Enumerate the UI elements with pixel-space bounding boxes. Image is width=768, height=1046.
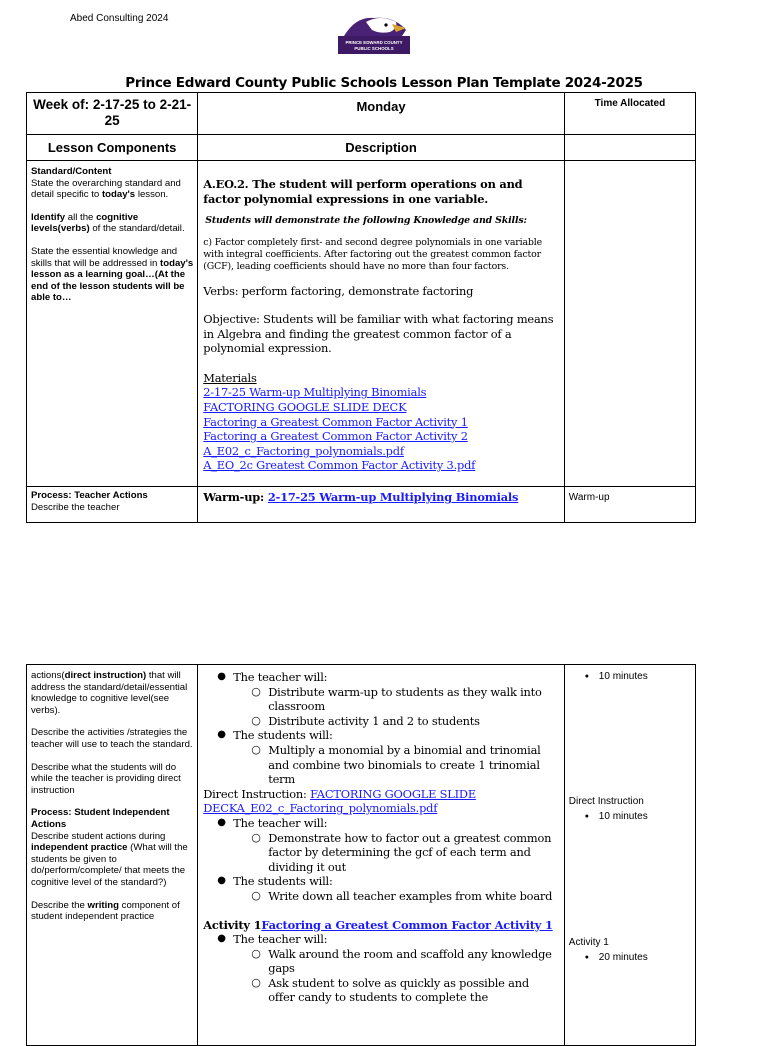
list-item: ● The teacher will: [198, 816, 559, 831]
list-item: ● The teacher will: [198, 670, 559, 685]
svg-text:PRINCE EDWARD COUNTY: PRINCE EDWARD COUNTY [345, 40, 403, 45]
list-item: ● The students will: [198, 728, 559, 743]
lesson-plan-table-2 [26, 664, 696, 1046]
actions-description-cell [198, 665, 565, 1046]
process-description-cell [27, 665, 198, 1046]
material-link-activity-3-pdf[interactable]: A_EO_2c Greatest Common Factor Activity 3.pdf [203, 458, 476, 473]
essential-text: State the essential knowledge and skills that will be addressed in today's lesson as a learning goal…(At the end of the lesson students will be able to… [31, 245, 194, 304]
list-item: ● The teacher will: [198, 932, 559, 947]
standard-description-cell [198, 161, 565, 487]
direct-instruction-duration: ● 10 minutes [565, 810, 648, 823]
time-allocation-cell [564, 665, 695, 1046]
direct-instruction-list [203, 816, 559, 904]
time-header-cell [564, 93, 695, 135]
warmup-time-cell [564, 487, 695, 523]
list-item: ○ Distribute activity 1 and 2 to students [198, 714, 559, 729]
process-heading: Process: Teacher Actions [31, 490, 148, 501]
document-title: Prince Edward County Public Schools Lesson Plan Template 2024-2025 [125, 75, 643, 91]
students-do-text: Describe what the students will do while the teacher is providing direct instruction [31, 761, 181, 796]
independent-practice-text: Describe student actions during independent practice (What will the students be given to do/perform/complete/ that meets the cognitive level of the standard?) [31, 830, 188, 888]
description-header: Description [345, 140, 417, 155]
slide-deck-link[interactable]: FACTORING GOOGLE SLIDE DECK [203, 786, 476, 816]
standard-heading: Standard/Content [31, 166, 112, 177]
activity-1-line: Activity 1Factoring a Greatest Common Factor Activity 1 [203, 917, 553, 932]
warmup-label: Warm-up: [203, 490, 268, 504]
warmup-link[interactable]: 2-17-25 Warm-up Multiplying Binomials [267, 490, 519, 504]
activity-1-time-label: Activity 1 [568, 937, 609, 948]
list-item: ○ Distribute warm-up to students as they walk into classroom [198, 685, 559, 714]
direct-instruction-time-label: Direct Instruction [568, 796, 644, 807]
materials-heading: Materials [203, 370, 257, 385]
day-label: Monday [356, 99, 406, 114]
svg-text:PUBLIC SCHOOLS: PUBLIC SCHOOLS [354, 46, 394, 51]
material-link-slide-deck[interactable]: FACTORING GOOGLE SLIDE DECK [203, 399, 407, 414]
lesson-plan-table-1 [26, 92, 696, 523]
list-item: ○ Ask student to solve as quickly as possible and offer candy to students to complete the [198, 976, 559, 1005]
list-item: ○ Demonstrate how to factor out a greatest common factor by determining the gcf of each term and dividing it out [198, 831, 559, 875]
company-label: Abed Consulting 2024 [70, 13, 169, 24]
warmup-duration: ● 10 minutes [565, 670, 648, 683]
activity-1-link[interactable]: Factoring a Greatest Common Factor Activity 1 [261, 917, 553, 932]
standard-code: A.EO.2. The student will perform operations on and factor polynomial expressions in one variable. [203, 177, 523, 206]
ks-text: c) Factor completely first- and second degree polynomials in one variable with integral coefficients. After factoring out the greatest common factor (GCF), leading coefficients should have no more than four factors. [203, 236, 542, 272]
materials-list [203, 385, 559, 473]
week-label: Week of: 2-17-25 to 2-21-25 [33, 97, 192, 128]
day-cell [198, 93, 565, 135]
material-link-warmup[interactable]: 2-17-25 Warm-up Multiplying Binomials [203, 385, 427, 400]
material-link-activity-2[interactable]: Factoring a Greatest Common Factor Activity 2 [203, 429, 468, 444]
week-cell [27, 93, 198, 135]
verbs-text: Verbs: perform factoring, demonstrate factoring [203, 284, 474, 299]
list-item: ○ Walk around the room and scaffold any knowledge gaps [198, 947, 559, 976]
process-cell [27, 487, 198, 523]
direct-instruction-line: Direct Instruction: FACTORING GOOGLE SLIDE DECKA_E02_c_Factoring_polynomials.pdf [203, 786, 476, 816]
activities-text: Describe the activities /strategies the teacher will use to teach the standard. [31, 727, 193, 750]
activity-1-duration: ● 20 minutes [565, 951, 648, 964]
writing-component-text: Describe the writing component of student independent practice [31, 899, 180, 923]
lesson-components-header: Lesson Components [47, 140, 177, 155]
activity-1-list [203, 932, 559, 1005]
warmup-actions-list [203, 670, 559, 787]
standard-content-cell [27, 161, 198, 487]
warmup-time-label: Warm-up [568, 492, 610, 503]
standard-text: State the overarching standard and detail specific to today's lesson. [31, 177, 181, 201]
material-link-activity-1[interactable]: Factoring a Greatest Common Factor Activity 1 [203, 414, 468, 429]
list-item: ● The students will: [198, 874, 559, 889]
process-text: Describe the teacher [31, 501, 120, 513]
direct-instruction-text: actions(direct instruction) that will address the standard/detail/essential knowledge to cognitive level(see verbs). [31, 670, 188, 716]
list-item: ○ Write down all teacher examples from white board [198, 889, 559, 904]
list-item: ○ Multiply a monomial by a binomial and trinomial and combine two binomials to create 1 trinomial term [198, 743, 559, 787]
material-link-factoring-pdf[interactable]: A_E02_c_Factoring_polynomials.pdf [203, 443, 404, 458]
time-allocated-header: Time Allocated [594, 98, 666, 109]
factoring-pdf-link[interactable]: A_E02_c_Factoring_polynomials.pdf [236, 801, 438, 816]
identify-text: Identify all the cognitive levels(verbs) of the standard/detail. [31, 211, 185, 235]
student-independent-heading: Process: Student Independent Actions [31, 807, 170, 830]
objective-text: Objective: Students will be familiar with what factoring means in Algebra and finding the greatest common factor of a polynomial expression. [203, 311, 554, 356]
ks-heading: Students will demonstrate the following Knowledge and Skills: [205, 215, 527, 227]
warmup-cell [198, 487, 565, 523]
school-logo [336, 12, 412, 56]
